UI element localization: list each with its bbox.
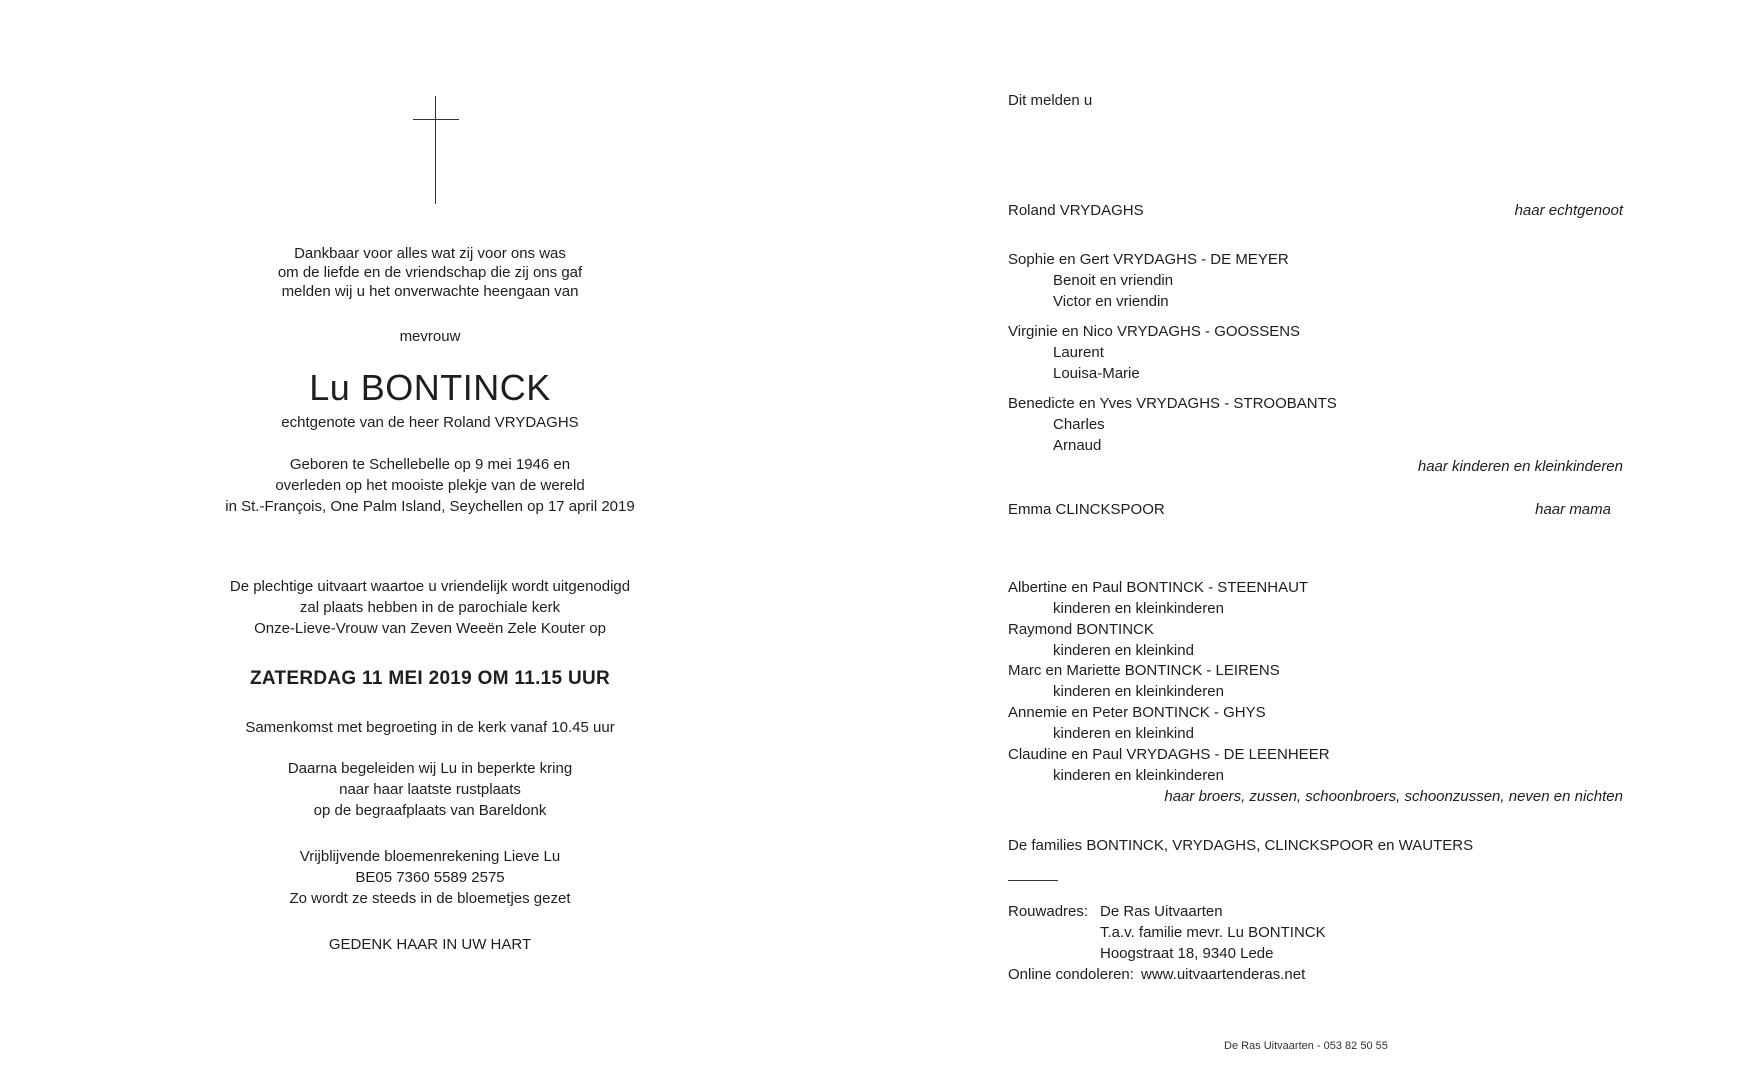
- address-label: Rouwadres:: [1008, 903, 1089, 920]
- sibling-descendants: kinderen en kleinkinderen: [1053, 600, 1224, 617]
- sibling-descendants: kinderen en kleinkind: [1053, 725, 1194, 742]
- mother-role: haar mama: [1535, 501, 1611, 518]
- flowers-line: Zo wordt ze steeds in de bloemetjes gezet: [289, 890, 571, 907]
- grandchild: Benoit en vriendin: [1053, 272, 1174, 289]
- flowers-line: Vrijblijvende bloemenrekening Lieve Lu: [299, 848, 561, 865]
- salutation: mevrouw: [399, 328, 461, 345]
- grandchild: Arnaud: [1053, 437, 1102, 454]
- sibling-couple: Raymond BONTINCK: [1008, 621, 1154, 638]
- husband-role: haar echtgenoot: [1514, 202, 1623, 219]
- child-couple: Sophie en Gert VRYDAGHS - DE MEYER: [1008, 251, 1289, 268]
- burial-line: op de begraafplaats van Bareldonk: [313, 802, 547, 819]
- sibling-descendants: kinderen en kleinkind: [1053, 642, 1194, 659]
- cross-icon: [413, 96, 459, 204]
- birth-death-line: Geboren te Schellebelle op 9 mei 1946 en: [289, 456, 571, 473]
- families-line: De families BONTINCK, VRYDAGHS, CLINCKSPOOR en WAUTERS: [1008, 837, 1474, 854]
- address-line: T.a.v. familie mevr. Lu BONTINCK: [1100, 924, 1326, 941]
- heading: Dit melden u: [1008, 92, 1093, 109]
- deceased-name: Lu BONTINCK: [309, 367, 551, 408]
- child-couple: Benedicte en Yves VRYDAGHS - STROOBANTS: [1008, 395, 1337, 412]
- online-url[interactable]: www.uitvaartenderas.net: [1141, 966, 1306, 983]
- grandchild: Victor en vriendin: [1053, 293, 1169, 310]
- intro-line: Dankbaar voor alles wat zij voor ons was: [294, 245, 566, 262]
- sibling-couple: Albertine en Paul BONTINCK - STEENHAUT: [1008, 579, 1309, 596]
- children-role: haar kinderen en kleinkinderen: [1417, 458, 1623, 475]
- spouse-line: echtgenote van de heer Roland VRYDAGHS: [281, 414, 579, 431]
- address-line: De Ras Uitvaarten: [1100, 903, 1223, 920]
- sibling-couple: Marc en Mariette BONTINCK - LEIRENS: [1008, 662, 1280, 679]
- sibling-couple: Annemie en Peter BONTINCK - GHYS: [1008, 704, 1266, 721]
- husband-name: Roland VRYDAGHS: [1008, 202, 1144, 219]
- siblings-role: haar broers, zussen, schoonbroers, schoonzussen, neven en nichten: [1164, 788, 1623, 805]
- intro-line: melden wij u het onverwachte heengaan van: [281, 283, 579, 300]
- birth-death-line: overleden op het mooiste plekje van de wereld: [275, 477, 585, 494]
- birth-death-line: in St.-François, One Palm Island, Seychellen op 17 april 2019: [225, 498, 635, 515]
- sibling-descendants: kinderen en kleinkinderen: [1053, 683, 1224, 700]
- sibling-descendants: kinderen en kleinkinderen: [1053, 767, 1224, 784]
- funeral-line: De plechtige uitvaart waartoe u vriendelijk wordt uitgenodigd: [229, 578, 631, 595]
- funeral-line: Onze-Lieve-Vrouw van Zeven Weeën Zele Kouter op: [254, 620, 606, 637]
- online-label: Online condoleren:: [1008, 966, 1134, 983]
- intro-line: om de liefde en de vriendschap die zij ons gaf: [277, 264, 583, 281]
- address-line: Hoogstraat 18, 9340 Lede: [1100, 945, 1274, 962]
- burial-line: naar haar laatste rustplaats: [339, 781, 521, 798]
- mother-name: Emma CLINCKSPOOR: [1008, 501, 1165, 518]
- closing-line: GEDENK HAAR IN UW HART: [328, 936, 532, 953]
- burial-line: Daarna begeleiden wij Lu in beperkte kring: [287, 760, 573, 777]
- funeral-line: zal plaats hebben in de parochiale kerk: [299, 599, 561, 616]
- funeral-date: ZATERDAG 11 MEI 2019 OM 11.15 UUR: [249, 668, 611, 689]
- grandchild: Charles: [1053, 416, 1105, 433]
- grandchild: Laurent: [1053, 344, 1104, 361]
- bank-account: BE05 7360 5589 2575: [355, 869, 505, 886]
- child-couple: Virginie en Nico VRYDAGHS - GOOSSENS: [1008, 323, 1301, 340]
- sibling-couple: Claudine en Paul VRYDAGHS - DE LEENHEER: [1008, 746, 1330, 763]
- gathering-line: Samenkomst met begroeting in de kerk vanaf 10.45 uur: [245, 719, 615, 736]
- divider: [1008, 880, 1058, 881]
- footer-credit: De Ras Uitvaarten - 053 82 50 55: [1224, 1040, 1388, 1052]
- grandchild: Louisa-Marie: [1053, 365, 1140, 382]
